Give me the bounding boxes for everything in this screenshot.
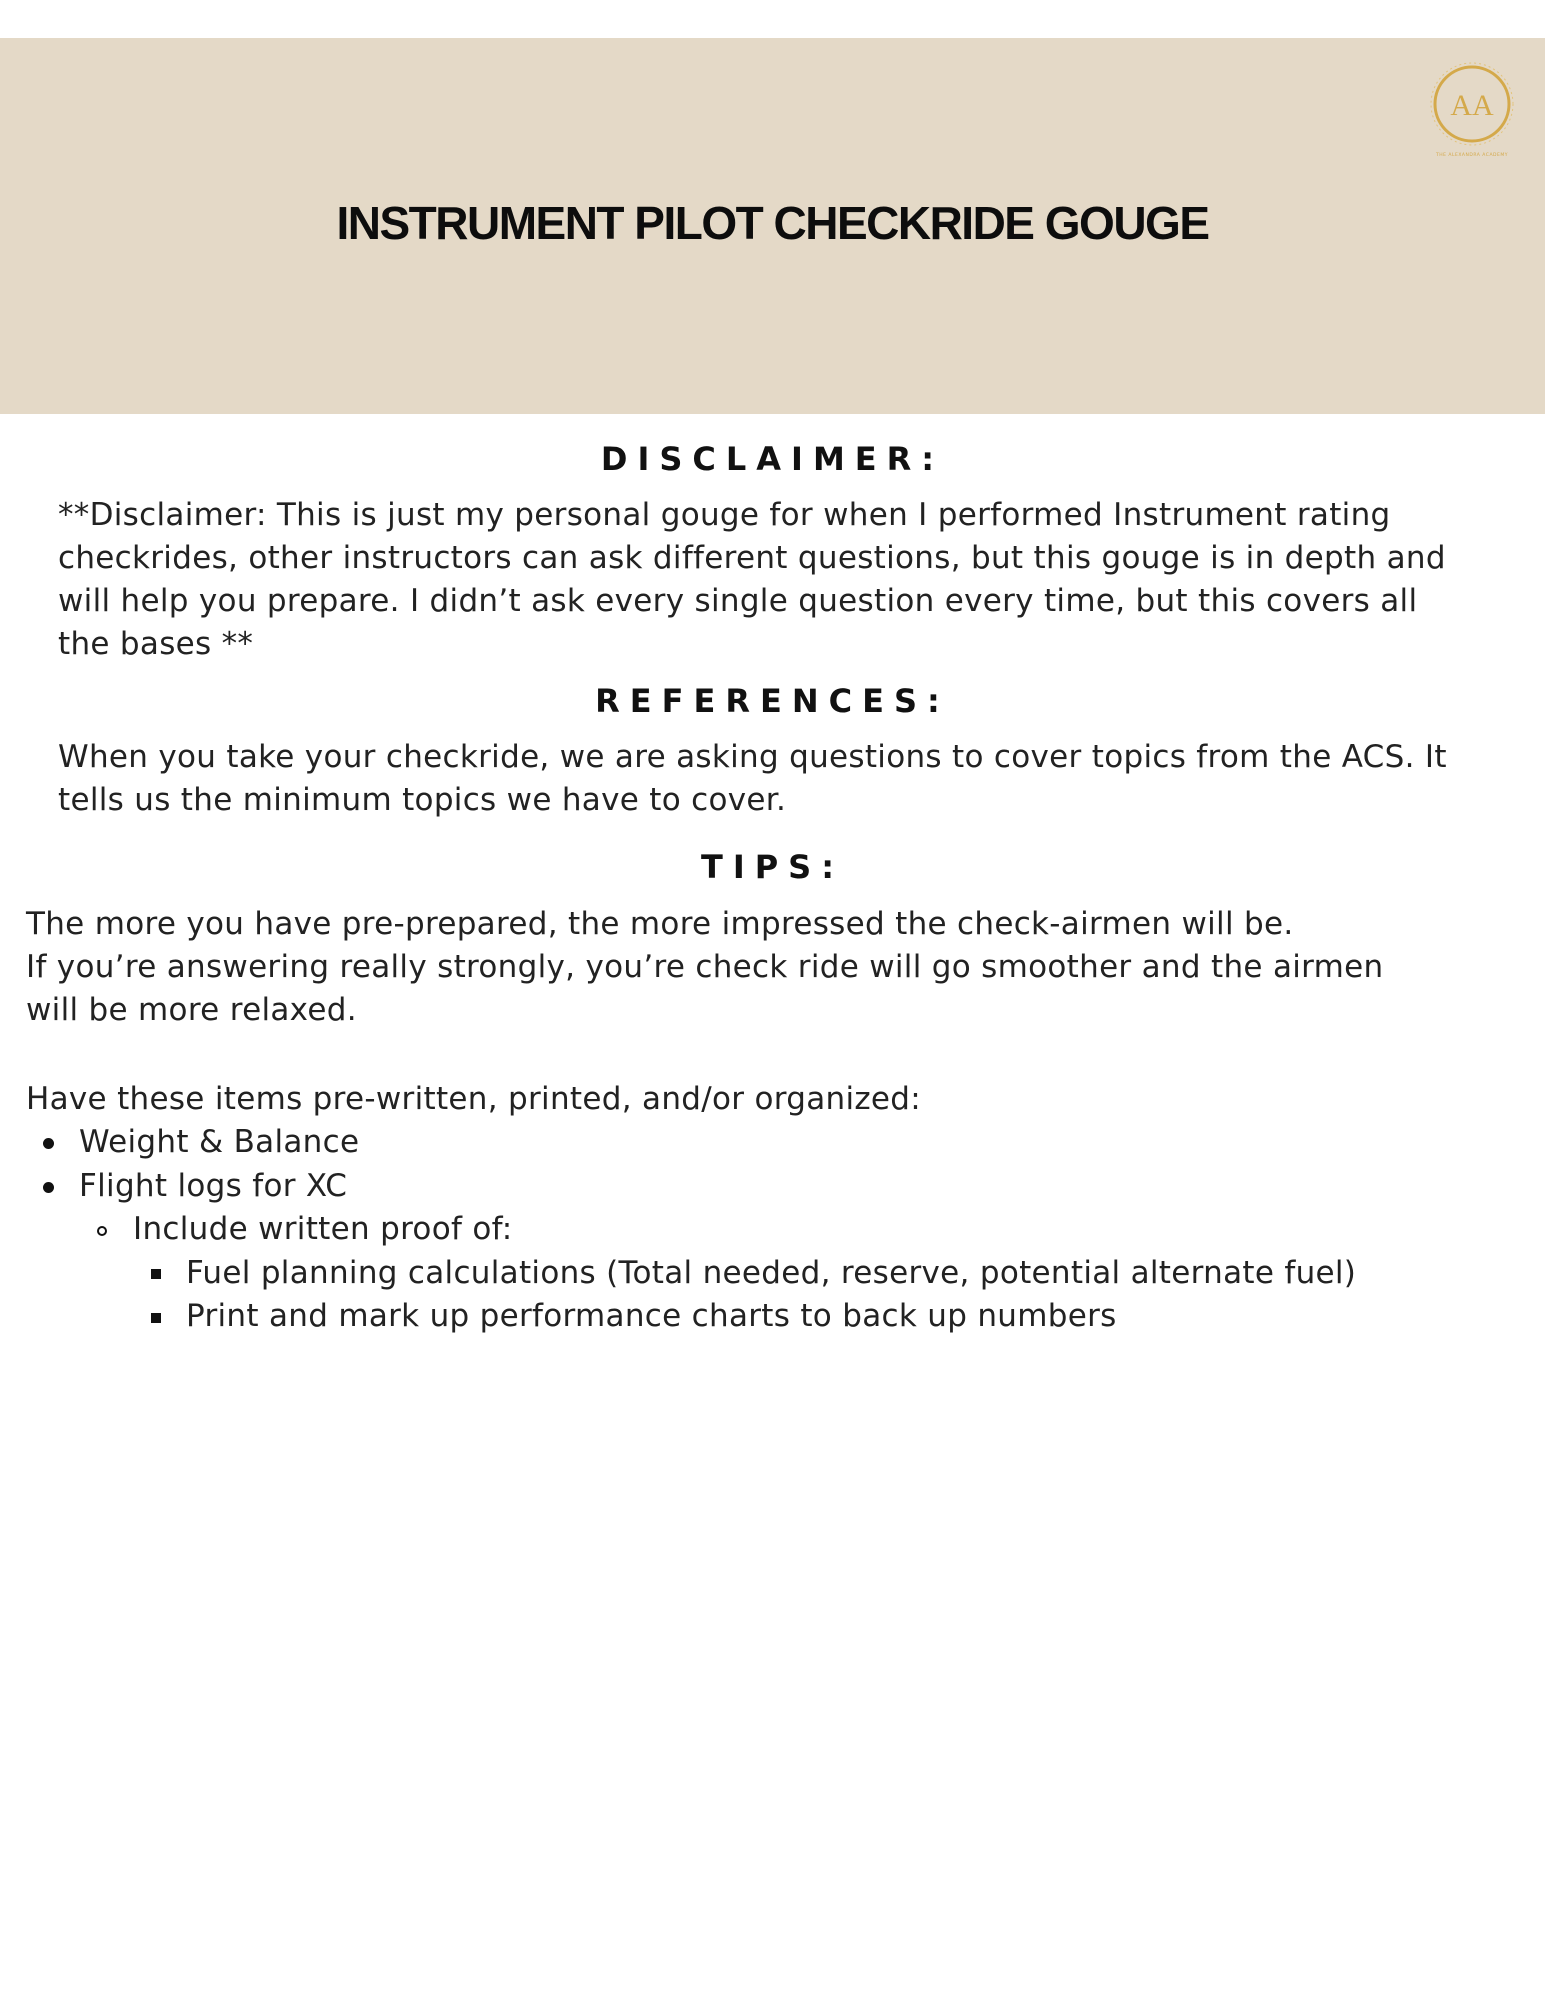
tips-line: will be more relaxed. — [26, 992, 357, 1028]
disclaimer-line: checkrides, other instructors can ask different questions, but this gouge is in depth and — [58, 540, 1446, 576]
sub-sub-list-item: Print and mark up performance charts to back up numbers — [186, 1298, 1117, 1334]
list-item: Flight logs for XC — [79, 1168, 348, 1204]
sub-list-item: Include written proof of: — [133, 1211, 513, 1247]
academy-logo — [1424, 58, 1520, 168]
references-line: tells us the minimum topics we have to cover. — [58, 782, 787, 818]
bullet-circle-icon — [97, 1226, 107, 1236]
tips-line: If you’re answering really strongly, you’re check ride will go smoother and the airmen — [26, 949, 1384, 985]
logo-monogram: AA — [1450, 89, 1494, 122]
bullet-square-icon — [151, 1313, 161, 1323]
references-line: When you take your checkride, we are asking questions to cover topics from the ACS. It — [58, 739, 1447, 775]
bullet-disc-icon — [43, 1182, 54, 1193]
disclaimer-line: will help you prepare. I didn’t ask every single question every time, but this covers all — [58, 583, 1418, 619]
logo-caption: THE ALEXANDRA ACADEMY — [1436, 153, 1508, 158]
references-heading: REFERENCES: — [595, 682, 950, 720]
disclaimer-line: **Disclaimer: This is just my personal gouge for when I performed Instrument rating — [58, 497, 1391, 533]
list-item: Weight & Balance — [79, 1124, 360, 1160]
disclaimer-line: the bases ** — [58, 626, 254, 662]
tips-list-intro: Have these items pre-written, printed, and/or organized: — [26, 1081, 922, 1117]
bullet-square-icon — [151, 1269, 161, 1279]
tips-line: The more you have pre-prepared, the more impressed the check-airmen will be. — [26, 906, 1294, 942]
bullet-disc-icon — [43, 1138, 54, 1149]
disclaimer-heading: DISCLAIMER: — [600, 440, 945, 478]
tips-heading: TIPS: — [700, 848, 845, 886]
sub-sub-list-item: Fuel planning calculations (Total needed, reserve, potential alternate fuel) — [186, 1255, 1357, 1291]
page-title: INSTRUMENT PILOT CHECKRIDE GOUGE — [336, 197, 1209, 249]
